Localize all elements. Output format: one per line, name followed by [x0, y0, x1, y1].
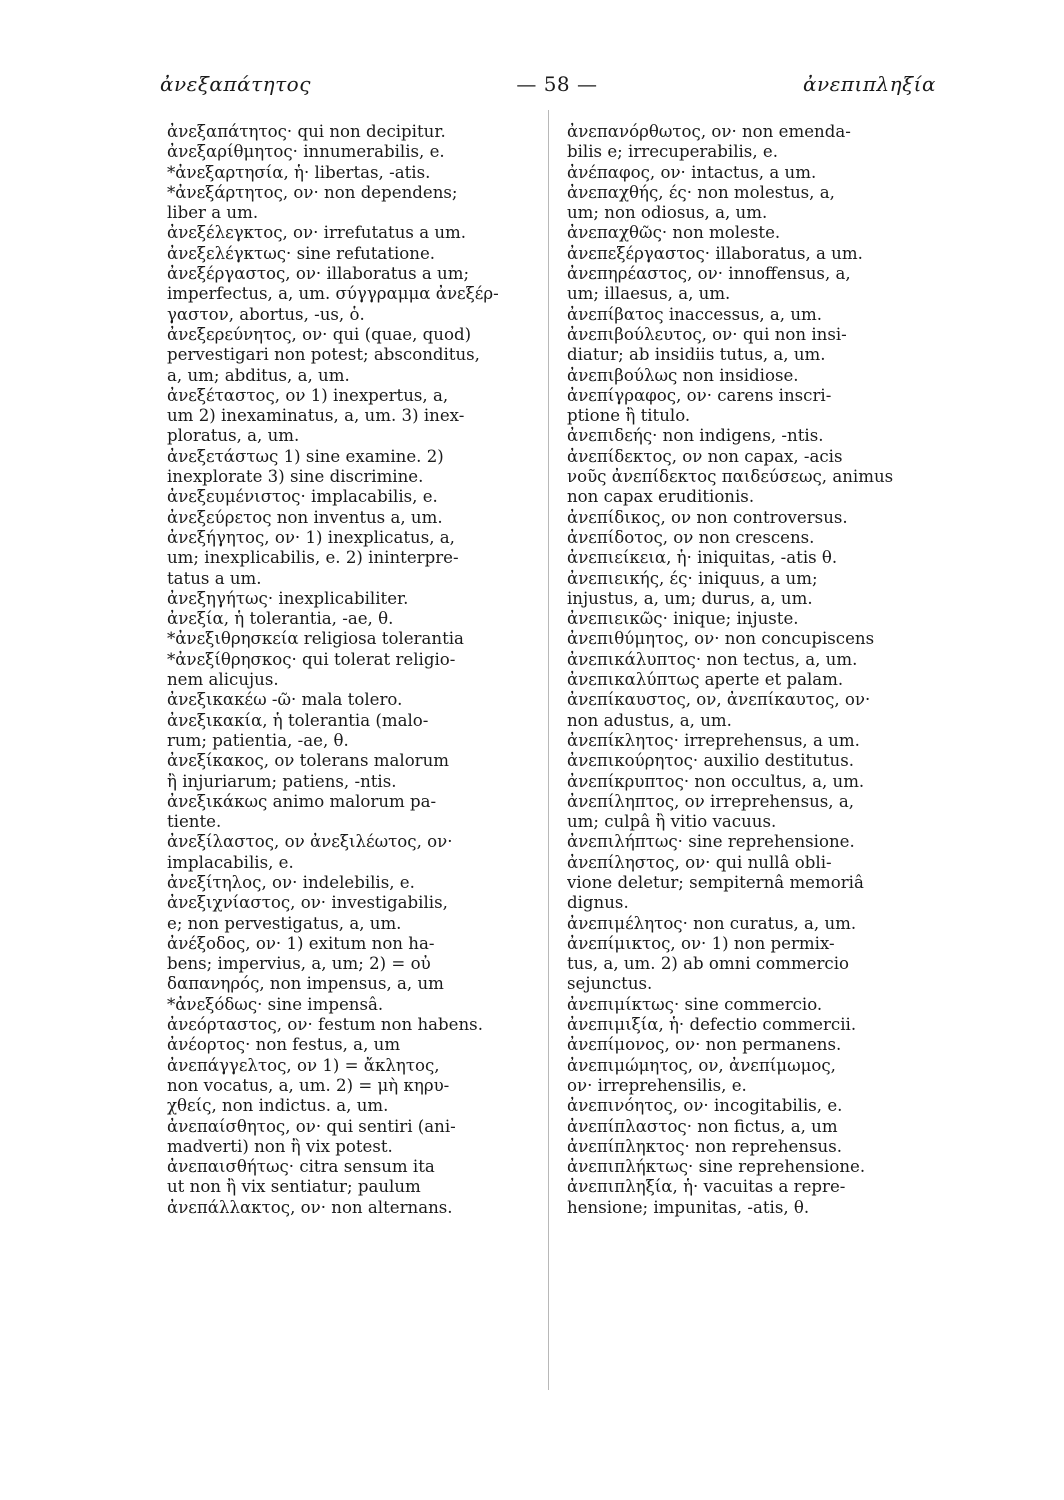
dictionary-line: ἀνεπιεικής, ές· iniquus, a um; [567, 568, 818, 588]
dictionary-line: ἀνεπικαλύπτως aperte et palam. [567, 670, 844, 690]
dictionary-line: ἀνεξέλεγκτος, ον· irrefutatus a um. [167, 223, 467, 243]
dictionary-line: ἀνεξικάκως animo malorum pa- [167, 791, 437, 811]
dictionary-line: ἀνεξελέγκτως· sine refutatione. [167, 243, 436, 263]
running-head-right: ἀνεπιπληξία [802, 72, 936, 96]
dictionary-line: ἀνεπιείκεια, ἡ· iniquitas, -atis θ. [567, 548, 838, 568]
dictionary-line: ploratus, a, um. [167, 426, 300, 446]
dictionary-line: ἀνεπάγγελτος, ον 1) = ἄκλητος, [167, 1055, 440, 1075]
dictionary-line: ἀνεπίμικτος, ον· 1) non permix- [567, 933, 835, 953]
dictionary-line: ἀνεξαπάτητος· qui non decipitur. [167, 122, 446, 141]
dictionary-line: ἀνεπιεικῶς· inique; injuste. [567, 609, 799, 629]
dictionary-line: pervestigari non potest; absconditus, [167, 345, 480, 365]
dictionary-line: ἀνεπίμονος, ον· non permanens. [567, 1035, 842, 1055]
dictionary-line: ἀνεπανόρθωτος, ον· non emenda- [567, 122, 851, 141]
dictionary-line: um 2) inexaminatus, a, um. 3) inex- [167, 406, 465, 426]
dictionary-line: ἀνεξέργαστος, ον· illaboratus a um; [167, 264, 470, 284]
dictionary-line: ἀνεπίκαυστος, ον, ἀνεπίκαυτος, ον· [567, 690, 871, 710]
dictionary-line: ἀνεξίκακος, ον tolerans malorum [167, 751, 450, 771]
dictionary-line: inexplorate 3) sine discrimine. [167, 467, 424, 487]
dictionary-line: nem alicujus. [167, 670, 279, 690]
dictionary-line: ἀνεπεξέργαστος· illaboratus, a um. [567, 243, 863, 263]
dictionary-line: bilis e; irrecuperabilis, e. [567, 142, 778, 162]
dictionary-line: ἀνεπίπληκτος· non reprehensus. [567, 1136, 843, 1156]
dictionary-line: ἀνεπάλλακτος, ον· non alternans. [167, 1197, 453, 1217]
dictionary-line: ἀνεπίληστος, ον· qui nullâ obli- [567, 852, 832, 872]
dictionary-line: ἀνεπιμώμητος, ον, ἀνεπίμωμος, [567, 1055, 836, 1075]
dictionary-line: ἀνεπαίσθητος, ον· qui sentiri (ani- [167, 1116, 456, 1136]
dictionary-line: ἀνεπίκλητος· irreprehensus, a um. [567, 730, 860, 750]
dictionary-line: ἀνεξιχνίαστος, ον· investigabilis, [167, 893, 448, 913]
dictionary-line: ptione ἢ titulo. [567, 406, 691, 426]
dictionary-line: γαστον, abortus, -us, ὁ. [167, 304, 365, 324]
dictionary-line: um; non odiosus, a, um. [567, 203, 768, 223]
dictionary-line: ἀνεξήγητος, ον· 1) inexplicatus, a, [167, 527, 455, 547]
dictionary-line: δαπανηρός, non impensus, a, um [167, 974, 444, 994]
dictionary-line: ἀνεξευμένιστος· implacabilis, e. [167, 487, 438, 507]
dictionary-line: ἀνεπίληπτος, ον irreprehensus, a, [567, 791, 855, 811]
dictionary-line: *ἀνεξάρτητος, ον· non dependens; [167, 182, 458, 202]
dictionary-line: e; non pervestigatus, a, um. [167, 913, 402, 933]
dictionary-line: ἀνέπαφος, ον· intactus, a um. [567, 162, 817, 182]
dictionary-line: ἀνεπίβατος inaccessus, a, um. [567, 304, 823, 324]
dictionary-line: ἀνεπινόητος, ον· incogitabilis, e. [567, 1096, 843, 1116]
dictionary-line: ἀνεπιλήπτως· sine reprehensione. [567, 832, 855, 852]
dictionary-line: ἀνεπιδεής· non indigens, -ntis. [567, 426, 824, 446]
dictionary-line: injustus, a, um; durus, a, um. [567, 588, 813, 608]
dictionary-line: ἀνεξετάστως 1) sine examine. 2) [167, 446, 444, 466]
dictionary-line: ἀνεπίπλαστος· non fictus, a, um [567, 1116, 838, 1136]
dictionary-line: um; illaesus, a, um. [567, 284, 731, 304]
dictionary-line: diatur; ab insidiis tutus, a, um. [567, 345, 826, 365]
dictionary-line: ἀνεξίλαστος, ον ἀνεξιλέωτος, ον· [167, 832, 453, 852]
dictionary-line: ἀνεπίδοτος, ον non crescens. [567, 527, 815, 547]
dictionary-line: tus, a, um. 2) ab omni commercio [567, 954, 850, 974]
dictionary-line: um; inexplicabilis, e. 2) ininterpre- [167, 548, 459, 568]
dictionary-line: ἀνεπίδικος, ον non controversus. [567, 507, 848, 527]
dictionary-line: *ἀνεξαρτησία, ἡ· libertas, -atis. [167, 162, 431, 182]
page-number: — 58 — [516, 72, 598, 96]
dictionary-line: rum; patientia, -ae, θ. [167, 730, 349, 750]
dictionary-line: sejunctus. [567, 974, 653, 994]
dictionary-line: ἀνεπίγραφος, ον· carens inscri- [567, 385, 832, 405]
dictionary-line: ἀνεπίκρυπτος· non occultus, a, um. [567, 771, 865, 791]
running-head-left: ἀνεξαπάτητος [160, 72, 311, 96]
dictionary-line: *ἀνεξόδως· sine impensâ. [167, 994, 384, 1014]
dictionary-line: liber a um. [167, 203, 259, 223]
dictionary-line: imperfectus, a, um. σύγγραμμα ἀνεξέρ- [167, 284, 499, 304]
right-column [567, 122, 935, 1218]
dictionary-line: *ἀνεξίθρησκος· qui tolerat religio- [167, 649, 456, 669]
dictionary-line: ἢ injuriarum; patiens, -ntis. [167, 771, 397, 791]
dictionary-line: hensione; impunitas, -atis, θ. [567, 1197, 810, 1217]
dictionary-line: ἀνεξία, ἡ tolerantia, -ae, θ. [167, 609, 394, 629]
dictionary-line: ἀνεπηρέαστος, ον· innoffensus, a, [567, 264, 851, 284]
dictionary-line: ἀνεπιπληξία, ἡ· vacuitas a repre- [567, 1177, 846, 1197]
dictionary-line: ἀνεπικούρητος· auxilio destitutus. [567, 751, 855, 771]
dictionary-line: ἀνεξερεύνητος, ον· qui (quae, quod) [167, 324, 472, 344]
column-divider [548, 110, 549, 1390]
dictionary-line: ut non ἢ vix sentiatur; paulum [167, 1177, 421, 1197]
dictionary-line: tatus a um. [167, 568, 262, 588]
dictionary-line: ἀνεξικακέω -ῶ· mala tolero. [167, 690, 403, 710]
dictionary-line: implacabilis, e. [167, 852, 294, 872]
dictionary-line: ἀνεξηγήτως· inexplicabiliter. [167, 588, 409, 608]
dictionary-line: madverti) non ἢ vix potest. [167, 1136, 393, 1156]
dictionary-line: χθείς, non indictus. a, um. [167, 1096, 389, 1116]
dictionary-line: ἀνεόρταστος, ον· festum non habens. [167, 1015, 483, 1035]
dictionary-line: ἀνεξίτηλος, ον· indelebilis, e. [167, 872, 415, 892]
running-head [160, 72, 936, 98]
dictionary-line: ἀνεξεύρετος non inventus a, um. [167, 507, 443, 527]
dictionary-line: ον· irreprehensilis, e. [567, 1075, 747, 1095]
dictionary-line: vione deletur; sempiternâ memoriâ [567, 872, 864, 892]
left-column [167, 122, 529, 1218]
dictionary-line: ἀνεξικακία, ἡ tolerantia (malo- [167, 710, 429, 730]
dictionary-line: bens; impervius, a, um; 2) = οὐ [167, 954, 431, 974]
dictionary-line: ἀνέορτος· non festus, a, um [167, 1035, 401, 1055]
dictionary-line: ἀνεπιπλήκτως· sine reprehensione. [567, 1157, 866, 1177]
dictionary-line: non adustus, a, um. [567, 710, 732, 730]
dictionary-line: ἀνεπιμιξία, ἡ· defectio commercii. [567, 1015, 857, 1035]
dictionary-line: non vocatus, a, um. 2) = μὴ κηρυ- [167, 1075, 450, 1095]
dictionary-line: ἀνεπαχθῶς· non moleste. [567, 223, 781, 243]
dictionary-line: *ἀνεξιθρησκεία religiosa tolerantia [167, 629, 464, 649]
dictionary-line: ἀνεπιβούλευτος, ον· qui non insi- [567, 324, 847, 344]
dictionary-line: ἀνεπιθύμητος, ον· non concupiscens [567, 629, 875, 649]
dictionary-line: ἀνεξαρίθμητος· innumerabilis, e. [167, 142, 445, 162]
dictionary-line: ἀνεπιμίκτως· sine commercio. [567, 994, 823, 1014]
dictionary-line: ἀνεπιβούλως non insidiose. [567, 365, 799, 385]
dictionary-line: non capax eruditionis. [567, 487, 755, 507]
dictionary-line: ἀνεπικάλυπτος· non tectus, a, um. [567, 649, 858, 669]
dictionary-line: a, um; abditus, a, um. [167, 365, 350, 385]
dictionary-line: ἀνεξέταστος, ον 1) inexpertus, a, [167, 385, 449, 405]
dictionary-line: νοῦς ἀνεπίδεκτος παιδεύσεως, animus [567, 467, 894, 487]
dictionary-line: um; culpâ ἢ vitio vacuus. [567, 812, 777, 832]
dictionary-line: ἀνεπιμέλητος· non curatus, a, um. [567, 913, 857, 933]
dictionary-line: ἀνεπίδεκτος, ον non capax, -acis [567, 446, 843, 466]
dictionary-line: ἀνεπαχθής, ές· non molestus, a, [567, 182, 835, 202]
dictionary-line: tiente. [167, 812, 222, 832]
dictionary-line: ἀνέξοδος, ον· 1) exitum non ha- [167, 933, 435, 953]
dictionary-line: ἀνεπαισθήτως· citra sensum ita [167, 1157, 435, 1177]
dictionary-line: dignus. [567, 893, 629, 913]
